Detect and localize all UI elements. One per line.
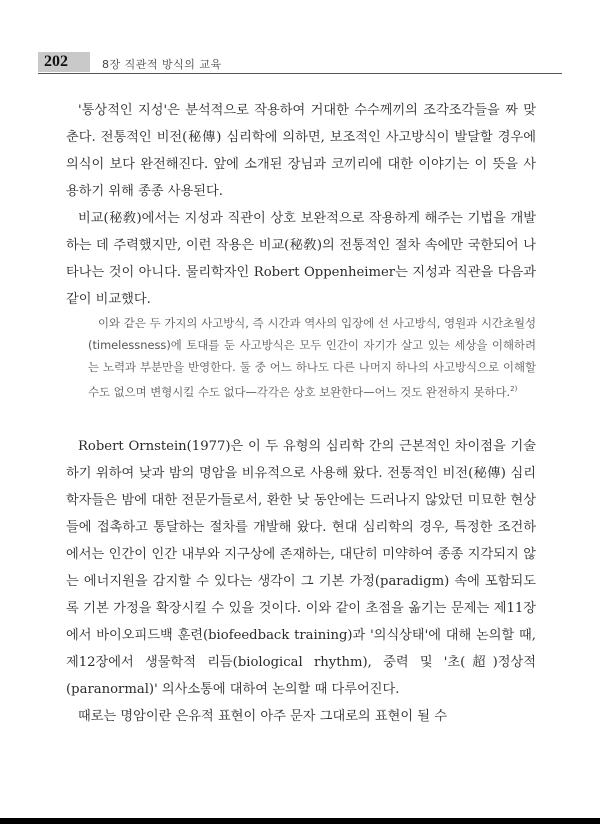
quote-paragraph	[88, 312, 536, 403]
paragraph: 비교(秘敎)에서는 지성과 직관이 상호 보완적으로 작용하게 해주는 기법을 개발하는 데 주력했지만, 이런 작용은 비교(秘敎)의 전통적인 절차 속에만 국한되어 나타나는 것이 아니다. 물리학자인 Robert Oppenheimer는 지성과 직관을 다음과 같이 비교했다.	[66, 211, 536, 307]
chapter-title: 8장 직관적 방식의 교육	[102, 58, 222, 71]
block-quote	[88, 312, 536, 403]
body-text-lower	[66, 433, 536, 730]
bottom-edge	[0, 818, 600, 824]
paragraph: 때로는 명암이란 은유적 표현이 아주 문자 그대로의 표현이 될 수	[78, 709, 447, 724]
footnote-marker: 2)	[510, 385, 518, 393]
quote-text: 이와 같은 두 가지의 사고방식, 즉 시간과 역사의 입장에 선 사고방식, 영원과 시간초월성(timelessness)에 토대를 둔 사고방식은 모두 인간이 자기가 살고 있는 세상을 이해하려는 노력과 부분만을 반영한다. 둘 중 어느 하나도 다른 나머지 하나의 사고방식으로 이해할 수도 없으며 변형시킬 수도 없다—각각은 상호 보완한다—어느 것도 완전하지 못하다.	[88, 316, 536, 399]
body-text-upper	[66, 97, 536, 313]
page-number: 202	[44, 53, 68, 70]
paragraph: '통상적인 지성'은 분석적으로 작용하여 거대한 수수께끼의 조각조각들을 짜 맞춘다. 전통적인 비전(秘傳) 심리학에 의하면, 보조적인 사고방식이 발달할 경우에 의식이 보다 완전해진다. 앞에 소개된 장님과 코끼리에 대한 이야기는 이 뜻을 사용하기 위해 종종 사용된다.	[66, 103, 536, 199]
paragraph: Robert Ornstein(1977)은 이 두 유형의 심리학 간의 근본적인 차이점을 기술하기 위하여 낮과 밤의 명암을 비유적으로 사용해 왔다. 전통적인 비전(秘傳) 심리학자들은 밤에 대한 전문가들로서, 환한 낮 동안에는 드러나지 않았던 미묘한 현상들에 접촉하고 통달하는 절차를 개발해 왔다. 현대 심리학의 경우, 특정한 조건하에서는 인간이 인간 내부와 지구상에 존재하는, 대단히 미약하여 종종 지각되지 않는 에너지원을 감지할 수 있다는 생각이 그 기본 가정(paradigm) 속에 포함되도록 기본 가정을 확장시킬 수 있을 것이다. 이와 같이 초점을 옮기는 문제는 제11장에서 바이오피드백 훈련(biofeedback training)과 '의식상태'에 대해 논의할 때, 제12장에서 생물학적 리듬(biological rhythm), 중력 및 '초(超)정상적(paranormal)' 의사소통에 대하여 논의할 때 다루어진다.	[66, 439, 536, 697]
header-rule	[38, 73, 562, 74]
